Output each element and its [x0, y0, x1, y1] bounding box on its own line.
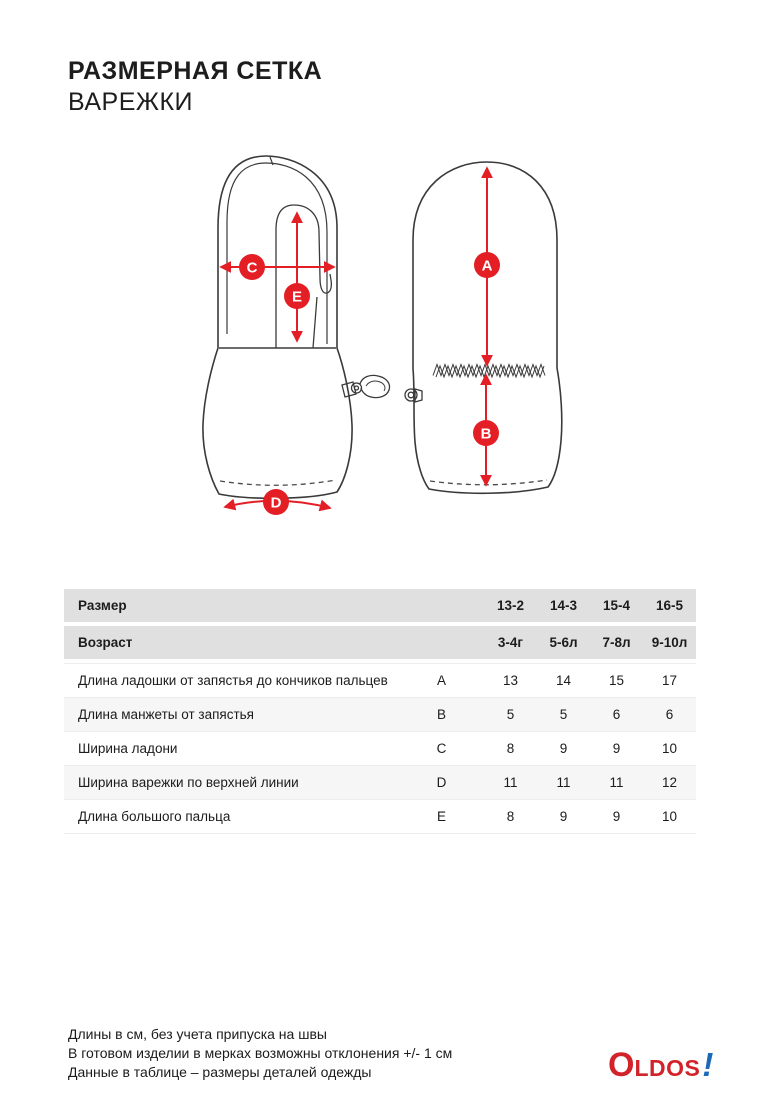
table-cell-value: 8 — [506, 809, 515, 824]
size-table — [64, 589, 696, 834]
mitten-outline — [203, 156, 352, 498]
left-mitten-diagram — [203, 156, 390, 515]
table-cell-label: Ширина ладони — [78, 741, 178, 756]
footer-note-line: Длины в см, без учета припуска на швы — [68, 1026, 327, 1042]
table-cell-value: 7-8л — [602, 635, 631, 650]
table-row — [64, 732, 696, 766]
logo-letter-o: O — [608, 1046, 635, 1084]
table-cell-value: 11 — [556, 775, 571, 790]
title-line-2: ВАРЕЖКИ — [68, 88, 193, 116]
table-cell-value: 5-6л — [549, 635, 578, 650]
table-cell-letter: E — [436, 809, 446, 824]
footer-note-line: В готовом изделии в мерках возможны отклонения +/- 1 см — [68, 1045, 453, 1061]
logo-exclamation: ! — [702, 1046, 714, 1083]
table-cell-value: 14-3 — [549, 598, 578, 613]
table-cell-value: 6 — [612, 707, 621, 722]
carabiner-swivel-outer — [352, 383, 362, 393]
carabiner-swivel-inner — [355, 386, 359, 390]
table-cell-value: 9 — [559, 741, 568, 756]
title-line-1: РАЗМЕРНАЯ СЕТКА — [68, 57, 323, 85]
marker-b-label: B — [480, 425, 492, 443]
mitten-seam-line — [227, 163, 327, 344]
mitten-top-notch — [270, 157, 273, 165]
oldos-logo — [608, 1046, 713, 1084]
table-cell-letter: B — [436, 707, 446, 722]
table-cell-value: 8 — [506, 741, 515, 756]
table-cell-value: 5 — [506, 707, 515, 722]
measure-a-arrow — [474, 168, 500, 365]
table-cell-value: 9 — [612, 809, 621, 824]
carabiner-hook-inner — [366, 381, 385, 391]
marker-c-label: C — [246, 259, 258, 277]
table-cell-value: 15-4 — [602, 598, 631, 613]
thumb-lower-line — [313, 297, 317, 348]
table-header-row — [64, 626, 696, 659]
table-cell-label: Размер — [78, 598, 127, 613]
table-cell-value: 6 — [665, 707, 674, 722]
table-cell-value: 10 — [661, 741, 678, 756]
size-table-header — [64, 589, 696, 659]
marker-d-label: D — [270, 494, 282, 512]
marker-a-label: A — [481, 257, 493, 275]
hem-dashed-line — [220, 480, 336, 485]
table-cell-value: 11 — [503, 775, 518, 790]
logo-text: LDOS — [634, 1055, 701, 1081]
marker-e-label: E — [291, 288, 303, 306]
table-cell-letter: D — [436, 775, 447, 790]
table-cell-value: 9 — [559, 809, 568, 824]
table-cell-label: Ширина варежки по верхней линии — [78, 775, 299, 790]
table-row — [64, 664, 696, 698]
table-cell-value: 10 — [661, 809, 678, 824]
footer-notes — [68, 1025, 452, 1082]
table-cell-value: 15 — [608, 673, 625, 688]
table-cell-value: 5 — [559, 707, 568, 722]
table-cell-value: 17 — [661, 673, 678, 688]
measure-b-arrow — [473, 375, 499, 485]
right-mitten-diagram — [405, 162, 562, 493]
table-cell-letter: C — [436, 741, 447, 756]
thumb-outline — [276, 205, 331, 348]
table-cell-letter: A — [436, 673, 446, 688]
table-row — [64, 698, 696, 732]
table-row — [64, 800, 696, 834]
measure-d-arrow — [225, 489, 330, 515]
table-cell-label: Возраст — [78, 635, 133, 650]
table-cell-value: 3-4г — [497, 635, 524, 650]
table-cell-label: Длина большого пальца — [78, 809, 231, 824]
table-cell-value: 12 — [661, 775, 678, 790]
table-cell-value: 13 — [502, 673, 519, 688]
hem-dashed-line — [430, 480, 547, 485]
table-cell-value: 9-10л — [651, 635, 688, 650]
footer-note-line: Данные в таблице – размеры деталей одежды — [68, 1064, 372, 1080]
size-table-body — [64, 663, 696, 834]
table-cell-value: 11 — [609, 775, 624, 790]
loop-ring-inner — [408, 392, 414, 398]
measure-e-arrow — [284, 213, 310, 341]
table-cell-value: 13-2 — [496, 598, 525, 613]
table-cell-value: 9 — [612, 741, 621, 756]
measure-c-arrow — [221, 254, 334, 280]
table-row — [64, 766, 696, 800]
table-header-row — [64, 589, 696, 622]
table-cell-value: 14 — [555, 673, 572, 688]
table-cell-value: 16-5 — [655, 598, 684, 613]
table-cell-label: Длина манжеты от запястья — [78, 707, 254, 722]
table-cell-label: Длина ладошки от запястья до кончиков пальцев — [78, 673, 388, 688]
